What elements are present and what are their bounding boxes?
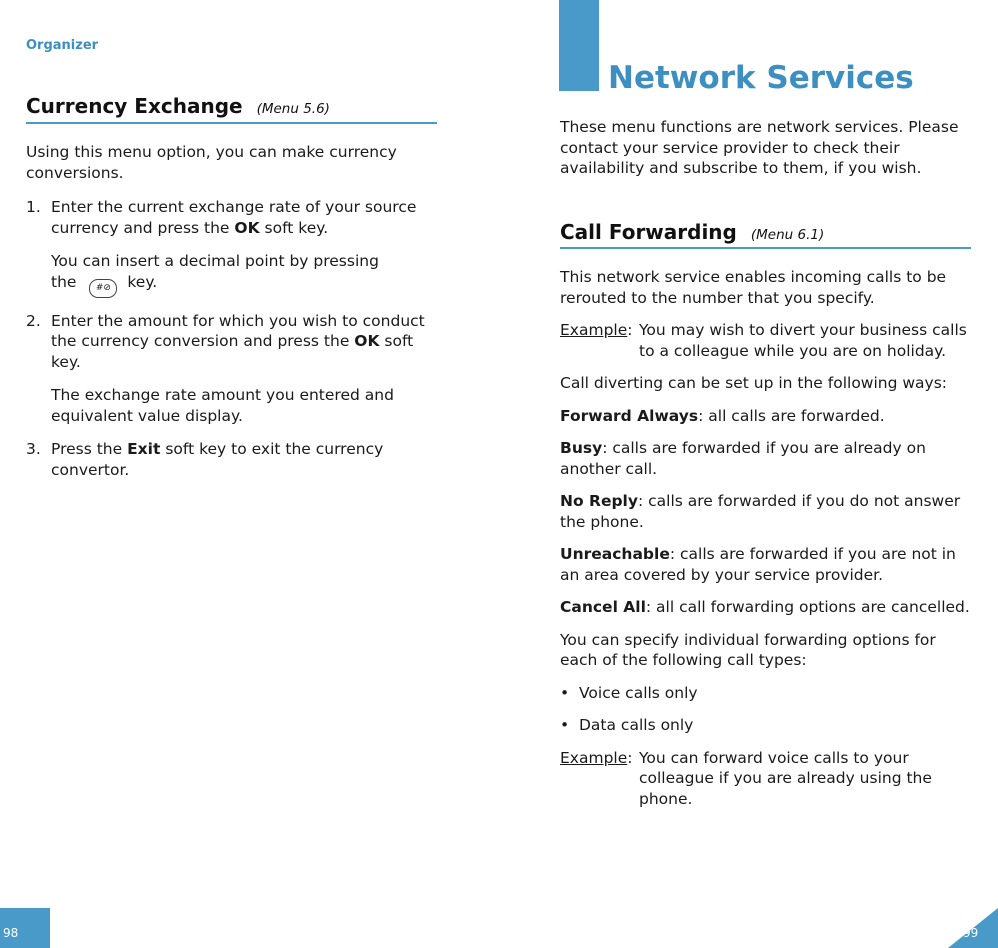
step-1 — [26, 197, 436, 238]
option-desc: : all calls are forwarded. — [698, 406, 885, 425]
note-text: You can insert a decimal point by pressing the — [51, 252, 379, 291]
step-list — [26, 197, 436, 480]
menu-reference: (Menu 5.6) — [256, 101, 330, 117]
option-desc: : calls are forwarded if you are already on another call. — [560, 439, 926, 478]
option-term: No Reply — [560, 492, 638, 510]
option-term: Forward Always — [560, 406, 699, 425]
step-2 — [26, 311, 436, 373]
intro-paragraph: Using this menu option, you can make currency conversions. — [26, 143, 397, 182]
heading-text: Call Forwarding — [560, 220, 737, 244]
option-desc: : all call forwarding options are cancelled. — [645, 598, 970, 616]
heading-rule — [560, 247, 971, 249]
currency-exchange-heading — [26, 94, 330, 118]
bullet-text: Voice calls only — [579, 683, 698, 702]
example-label-text: Example — [560, 748, 628, 767]
types-intro: You can specify individual forwarding options for each of the following call types: — [560, 630, 936, 669]
bullet-text: Data calls only — [579, 716, 694, 734]
option-no-reply — [560, 491, 972, 532]
example-2 — [560, 748, 972, 810]
example-label: Example: — [560, 321, 633, 339]
bullet-voice: • Voice calls only — [560, 683, 698, 702]
heading-text: Currency Exchange — [26, 94, 243, 118]
example-text: You can forward voice calls to your colleague if you are already using the phone. — [639, 748, 932, 808]
exchange-note: The exchange rate amount you entered and equivalent value display. — [51, 386, 394, 425]
step-text: soft key. — [51, 332, 414, 371]
option-busy — [560, 438, 972, 479]
option-forward-always — [560, 406, 972, 427]
call-forwarding-heading — [560, 220, 824, 244]
description: This network service enables incoming calls to be rerouted to the number that you specify. — [560, 268, 947, 307]
step-number: 1. — [26, 198, 41, 216]
step-number: 2. — [26, 311, 41, 330]
example-label-text: Example — [560, 321, 628, 339]
ok-key-label: OK — [234, 218, 260, 237]
option-cancel-all — [560, 597, 972, 618]
step-text: soft key to exit the currency convertor. — [51, 440, 384, 479]
heading-rule — [26, 122, 437, 124]
option-term: Cancel All — [560, 598, 646, 616]
option-desc: : calls are forwarded if you are not in an area covered by your service provider. — [560, 545, 956, 584]
option-term: Busy — [560, 439, 603, 457]
chapter-title: Network Services — [608, 60, 914, 96]
option-term: Unreachable — [560, 545, 670, 563]
ok-key-label: OK — [354, 332, 380, 350]
chapter-intro: These menu functions are network services. Please contact your service provider to check their availability and subscribe to them, if you wish. — [560, 118, 959, 177]
step-3 — [26, 439, 411, 480]
option-desc: : calls are forwarded if you do not answer the phone. — [560, 492, 961, 531]
step-text: Enter the amount for which you wish to conduct the currency conversion and press the — [51, 311, 425, 350]
menu-reference: (Menu 6.1) — [750, 227, 825, 243]
page-number: 99 — [963, 926, 979, 940]
chapter-tab — [559, 0, 599, 91]
option-unreachable — [560, 544, 972, 585]
ways-intro: Call diverting can be set up in the following ways: — [560, 374, 948, 392]
example-label: Example: — [560, 748, 633, 767]
hash-key-icon: #⊘ — [89, 279, 117, 298]
step-text: Press the — [51, 440, 128, 458]
example-1 — [560, 320, 972, 361]
step-text: Enter the current exchange rate of your source currency and press the — [51, 198, 417, 237]
step-text: soft key. — [259, 218, 329, 237]
step-number: 3. — [26, 440, 41, 458]
section-label: Organizer — [26, 38, 99, 53]
example-text: You may wish to divert your business calls to a colleague while you are on holiday. — [639, 321, 967, 360]
bullet-data: • Data calls only — [560, 716, 694, 734]
exit-key-label: Exit — [127, 440, 161, 458]
call-forwarding-body — [560, 267, 972, 809]
note-text: key. — [127, 272, 158, 291]
page-number: 98 — [3, 926, 19, 940]
decimal-note — [26, 251, 396, 298]
